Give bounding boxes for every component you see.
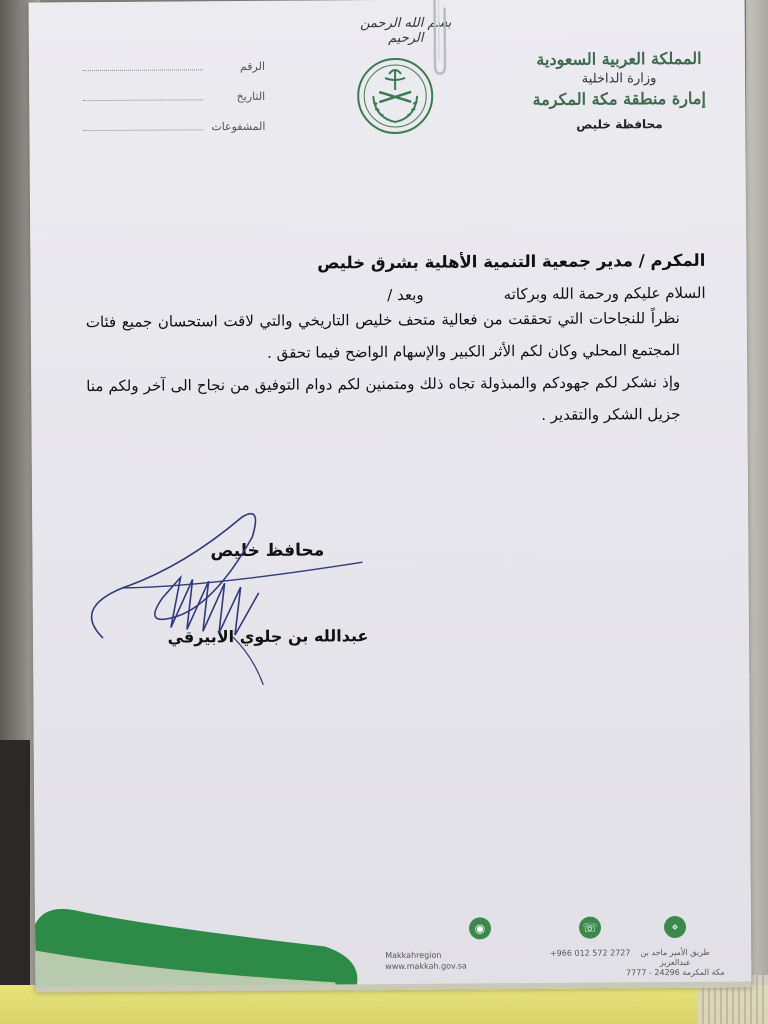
footer-web xyxy=(435,917,525,940)
paragraph-1: نظراً للنجاحات التي تحققت من فعالية متحف خليص التاريخي والتي لاقت استحسان جميع فئات المجتمع المحلي وكان لكم الأثر الكبير والإسهام الواضح فيما تحقق . xyxy=(85,308,681,362)
website-url: www.makkah.gov.sa xyxy=(385,961,467,972)
address-line-2: مكة المكرمة 24296 - 7777 xyxy=(626,967,725,978)
location-icon: ⌖ xyxy=(664,916,686,938)
paragraph-2: وإذ نشكر لكم جهودكم والمبذولة تجاه ذلك ومتمنين لكم دوام التوفيق من نجاح الى آخر ولكم منا جزيل الشكر والتقدير . xyxy=(86,372,681,424)
field-attachments xyxy=(79,119,269,150)
footer-links xyxy=(385,949,505,972)
field-date xyxy=(79,89,269,120)
after-greeting: وبعد / xyxy=(387,285,424,305)
kingdom-name: المملكة العربية السعودية xyxy=(536,48,702,69)
handwritten-signature xyxy=(62,496,393,688)
footer-address xyxy=(625,916,725,979)
phone-number: +966 012 572 2727 xyxy=(549,948,631,958)
phone-icon: ☏ xyxy=(579,917,601,939)
letter-paper xyxy=(29,0,752,992)
letter-body xyxy=(85,248,706,434)
basmala: بسم الله الرحمن الرحيم xyxy=(360,15,452,47)
footer-phone xyxy=(545,916,635,959)
web-icon: ◉ xyxy=(469,917,491,939)
background-left-dark xyxy=(0,740,30,1024)
field-number xyxy=(79,59,269,90)
emirate-name: إمارة منطقة مكة المكرمة xyxy=(532,88,706,109)
governorate-name: محافظة خليص xyxy=(576,117,663,132)
reference-fields xyxy=(79,59,270,150)
letterhead-right xyxy=(519,48,720,133)
social-handle: Makkahregion xyxy=(385,950,442,961)
ministry-name: وزارة الداخلية xyxy=(581,71,657,87)
greeting: السلام عليكم ورحمة الله وبركاته xyxy=(503,283,706,304)
field-number-label: الرقم xyxy=(239,59,266,74)
field-attachments-label: المشفوعات xyxy=(211,119,266,134)
field-date-label: التاريخ xyxy=(236,89,266,104)
recipient-line: المكرم / مدير جمعية التنمية الأهلية بشرق خليص xyxy=(317,250,706,273)
signatory-title: محافظ خليص xyxy=(210,540,325,562)
address-line-1: طريق الأمير ماجد بن عبدالعزيز xyxy=(640,947,710,968)
saudi-emblem-icon xyxy=(355,56,436,137)
signatory-name: عبدالله بن جلوي الابيرقي xyxy=(167,626,369,647)
